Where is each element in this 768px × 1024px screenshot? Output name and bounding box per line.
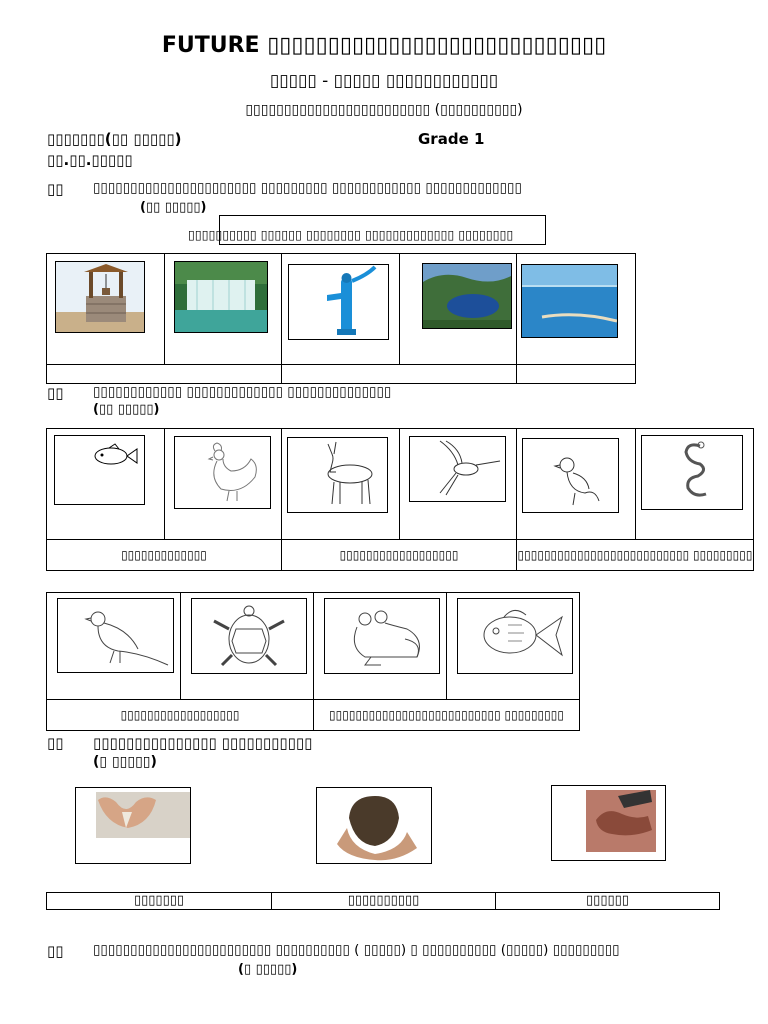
q2-cell-frog: [314, 593, 447, 700]
q2-cell-sparrow: [517, 429, 636, 540]
page-title: FUTURE ▯▯▯▯▯▯▯▯▯▯▯▯▯▯▯▯▯▯▯▯▯▯▯▯▯▯▯▯: [161, 33, 607, 58]
q1-cell-pump: [282, 254, 400, 365]
q4-number: ▯▯: [47, 942, 64, 960]
q3-label-clay: ▯▯▯▯▯▯: [496, 893, 720, 910]
q2-text: ▯▯▯▯▯▯▯▯▯▯▯▯ ▯▯▯▯▯▯▯▯▯▯▯▯▯ ▯▯▯▯▯▯▯▯▯▯▯▯▯▯: [93, 384, 392, 400]
sparrow-image: [522, 438, 619, 513]
bird-image: [57, 598, 174, 673]
q1-cell-waterfall: [165, 254, 282, 365]
turtle-image: [191, 598, 307, 674]
clay-image: [551, 785, 666, 861]
q2-marks: (▯▯ ▯▯▯▯▯): [93, 402, 160, 417]
q2-cell-goldfish: [447, 593, 580, 700]
q2-cell-hen: [165, 429, 282, 540]
snake-image: [641, 435, 743, 510]
hand-pump-image: [288, 264, 389, 340]
goldfish-image: [457, 598, 573, 674]
sand-image: [75, 787, 191, 864]
q3-text: ▯▯▯▯▯▯▯▯▯▯▯▯▯▯▯ ▯▯▯▯▯▯▯▯▯▯▯: [93, 734, 313, 752]
q2-row2-label-1: ▯▯▯▯▯▯▯▯▯▯▯▯▯▯▯▯▯▯: [47, 700, 314, 731]
grade-label: Grade 1: [418, 130, 485, 148]
subject-label: ▯▯.▯▯.▯▯▯▯▯: [47, 151, 133, 169]
q3-label-table: [46, 892, 720, 910]
q2-cell-bird: [47, 593, 181, 700]
deer-image: [287, 437, 388, 513]
well-image: [55, 261, 145, 333]
soil-image: [316, 787, 432, 864]
waterfall-image: [174, 261, 268, 333]
sea-image: [521, 264, 618, 338]
q2-cell-fish: [47, 429, 165, 540]
frog-image: [324, 598, 440, 674]
q2-row1-table: [46, 428, 754, 571]
q4-marks: (▯ ▯▯▯▯▯): [238, 962, 298, 977]
fish-image: [54, 435, 145, 505]
q1-number: ▯▯: [47, 180, 64, 198]
q1-answer-1[interactable]: [47, 365, 282, 384]
hen-image: [174, 436, 271, 509]
q1-answer-2[interactable]: [282, 365, 517, 384]
q1-cell-lake: [400, 254, 517, 365]
name-label: ▯▯▯▯▯▯▯(▯▯ ▯▯▯▯▯): [47, 130, 182, 148]
q3-label-soil: ▯▯▯▯▯▯▯▯▯▯: [272, 893, 496, 910]
q1-answer-3[interactable]: [517, 365, 636, 384]
q1-marks: (▯▯ ▯▯▯▯▯): [140, 200, 207, 215]
q2-row2-table: [46, 592, 580, 731]
q4-text: ▯▯▯▯▯▯▯▯▯▯▯▯▯▯▯▯▯▯▯▯▯▯▯▯ ▯▯▯▯▯▯▯▯▯▯ ( ▯▯▯▯▯) ▯ ▯▯▯▯▯▯▯▯▯▯ (▯▯▯▯▯) ▯▯▯▯▯▯▯▯▯: [93, 942, 620, 958]
q3-label-sand: ▯▯▯▯▯▯▯: [47, 893, 272, 910]
q3-marks: (▯ ▯▯▯▯▯): [93, 754, 157, 770]
exam-name: ▯▯▯▯▯▯▯▯▯▯▯▯▯▯▯▯▯▯▯▯▯▯▯▯ (▯▯▯▯▯▯▯▯▯▯): [245, 102, 523, 118]
q2-row2-label-2: ▯▯▯▯▯▯▯▯▯▯▯▯▯▯▯▯▯▯▯▯▯▯▯▯▯▯ ▯▯▯▯▯▯▯▯▯: [314, 700, 580, 731]
hummingbird-image: [409, 436, 506, 502]
q1-cell-sea: [517, 254, 636, 365]
q1-image-table: [46, 253, 636, 384]
q2-cell-turtle: [181, 593, 314, 700]
q2-row1-label-3: ▯▯▯▯▯▯▯▯▯▯▯▯▯▯▯▯▯▯▯▯▯▯▯▯▯▯ ▯▯▯▯▯▯▯▯▯: [517, 540, 754, 571]
q3-number: ▯▯: [47, 734, 64, 752]
q1-cell-well: [47, 254, 165, 365]
q2-row1-label-1: ▯▯▯▯▯▯▯▯▯▯▯▯▯: [47, 540, 282, 571]
q1-text: ▯▯▯▯▯▯▯▯▯▯▯▯▯▯▯▯▯▯▯▯▯▯ ▯▯▯▯▯▯▯▯▯ ▯▯▯▯▯▯▯▯▯▯▯▯ ▯▯▯▯▯▯▯▯▯▯▯▯▯: [93, 180, 522, 196]
lake-image: [422, 263, 512, 329]
q2-cell-deer: [282, 429, 400, 540]
page-subtitle: ▯▯▯▯▯ - ▯▯▯▯▯ ▯▯▯▯▯▯▯▯▯▯▯▯: [269, 71, 499, 91]
q2-number: ▯▯: [47, 384, 64, 402]
q2-cell-snake: [636, 429, 754, 540]
q1-wordbox: ▯▯▯▯▯▯▯▯▯▯ ▯▯▯▯▯▯ ▯▯▯▯▯▯▯▯ ▯▯▯▯▯▯▯▯▯▯▯▯▯ ▯▯▯▯▯▯▯▯: [188, 227, 514, 242]
q2-row1-label-2: ▯▯▯▯▯▯▯▯▯▯▯▯▯▯▯▯▯▯: [282, 540, 517, 571]
q2-cell-hummingbird: [400, 429, 517, 540]
